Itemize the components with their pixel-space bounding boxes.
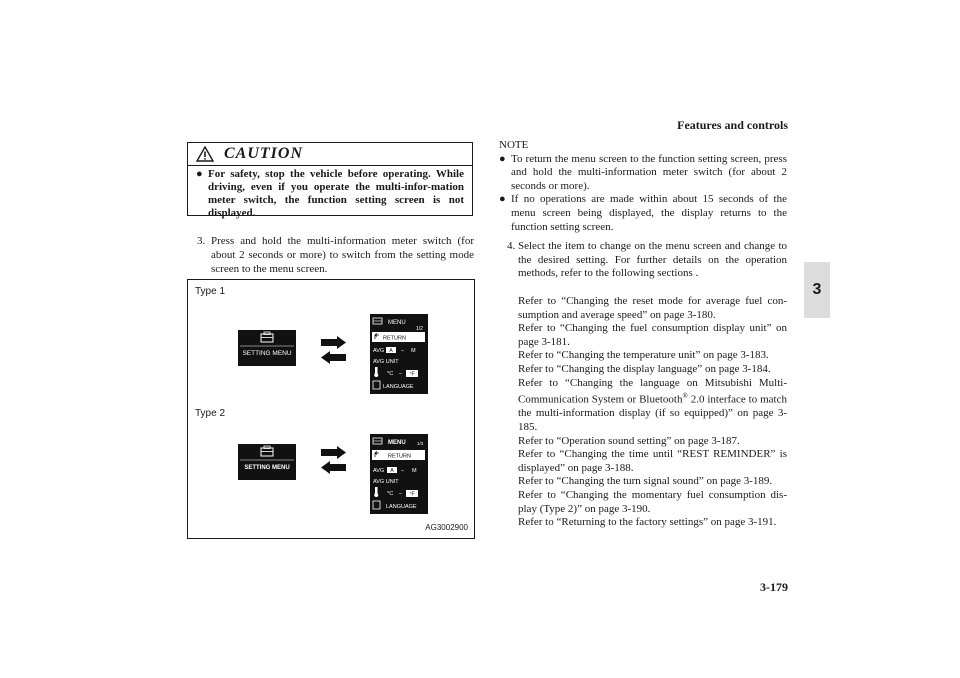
step-3-number: 3. xyxy=(197,235,206,247)
dash-separator: – xyxy=(401,348,405,354)
setting-menu-label: SETTING MENU xyxy=(244,465,290,471)
type-2-setting-menu-screen xyxy=(238,444,296,480)
dash-separator: – xyxy=(399,371,403,377)
celsius-label: °C xyxy=(387,371,394,377)
avg-label: AVG xyxy=(373,348,385,354)
section-title: Features and controls xyxy=(677,118,788,132)
step-4-text: Select the item to change on the menu screen and change to the desired setting. For further details on the operation methods, refer to the following sections . xyxy=(518,240,787,280)
figure-code: AG3002900 xyxy=(425,523,468,532)
warning-triangle-icon xyxy=(196,146,214,162)
fahrenheit-option: °F xyxy=(409,371,415,378)
dash-separator: – xyxy=(401,468,405,474)
type-1-setting-menu-screen xyxy=(238,330,296,366)
caution-text: For safety, stop the vehicle before operating. While driving, even if you operate the multi-infor-mation meter switch, the function setting screen is not displayed. xyxy=(208,168,464,219)
caution-box xyxy=(187,142,473,219)
bullet-icon: ● xyxy=(499,152,506,165)
reference-item: Refer to “Changing the time until “REST REMINDER” is displayed” on page 3-188. xyxy=(518,448,787,474)
reference-item: Refer to “Returning to the factory settings” on page 3-191. xyxy=(518,516,777,529)
avg-mode-value: A xyxy=(389,348,393,354)
step-3-text: Press and hold the multi-information meter switch (for about 2 seconds or more) to switch from the setting mode screen to the menu screen. xyxy=(211,235,474,275)
menu-page-indicator: 1/2 xyxy=(416,326,423,332)
reference-item: Refer to “Changing the display language” on page 3-184. xyxy=(518,362,771,375)
caution-body xyxy=(188,166,472,220)
notes-column xyxy=(499,139,787,530)
reference-item: Refer to “Changing the fuel consumption display unit” on page 3-181. xyxy=(518,322,787,348)
menu-screen-figure xyxy=(187,279,475,539)
type-1-menu-screen xyxy=(370,314,428,394)
chapter-tab: 3 xyxy=(804,262,830,318)
bullet-icon: ● xyxy=(499,193,506,206)
note-bullet-text: To return the menu screen to the function setting screen, press and hold the multi-information meter switch (for about 2 seconds or more). xyxy=(511,152,787,192)
dash-separator: – xyxy=(399,491,403,497)
note-bullet xyxy=(499,153,787,194)
type-2-menu-screen xyxy=(370,434,428,514)
caution-title: CAUTION xyxy=(224,145,304,162)
celsius-label: °C xyxy=(387,491,394,497)
avg-mode-value: A xyxy=(390,468,394,474)
menu-title: MENU xyxy=(388,320,406,326)
fahrenheit-option: °F xyxy=(409,491,415,498)
bullet-icon: ● xyxy=(196,168,203,180)
note-label: NOTE xyxy=(499,139,529,151)
step-4-number: 4. xyxy=(507,240,516,253)
reference-item: Refer to “Changing the temperature unit” on page 3-183. xyxy=(518,349,769,362)
avg-label: AVG xyxy=(373,468,385,474)
language-label: LANGUAGE xyxy=(386,504,417,510)
page-number: 3-179 xyxy=(760,580,788,594)
reference-item: Refer to “Changing the turn signal sound” on page 3-189. xyxy=(518,475,773,488)
arrows-icon xyxy=(321,446,347,474)
m-label: M xyxy=(411,348,416,354)
note-bullet xyxy=(499,193,787,234)
reference-item-bluetooth: Refer to “Changing the language on Mitsubishi Multi-Communication System or Bluetooth® 2.0 interface to match the multi-information display (if so equipped)” on page 3-185. xyxy=(518,376,787,433)
avg-unit-label: AVG UNIT xyxy=(373,479,399,485)
step-4 xyxy=(499,240,787,530)
step-3 xyxy=(197,234,474,276)
m-label: M xyxy=(412,468,417,474)
type-2-label: Type 2 xyxy=(195,408,226,419)
reference-list xyxy=(518,295,787,530)
return-label: RETURN xyxy=(388,453,411,460)
menu-title: MENU xyxy=(388,440,406,446)
language-label: LANGUAGE xyxy=(383,384,414,390)
note-bullet-text: If no operations are made within about 15 seconds of the menu screen being displayed, the display returns to the function setting screen. xyxy=(511,193,787,233)
type-1-label: Type 1 xyxy=(195,286,226,297)
avg-unit-label: AVG UNIT xyxy=(373,359,399,365)
arrows-icon xyxy=(321,336,347,364)
return-label: RETURN xyxy=(383,335,406,342)
reference-item: Refer to “Changing the reset mode for average fuel con-sumption and average speed” on page 3-180. xyxy=(518,294,787,321)
reference-item: Refer to “Changing the momentary fuel consumption dis-play (Type 2)” on page 3-190. xyxy=(518,488,787,515)
setting-menu-label: SETTING MENU xyxy=(242,350,292,357)
menu-page-indicator: 1/3 xyxy=(417,441,424,446)
reference-item: Refer to “Operation sound setting” on page 3-187. xyxy=(518,434,740,447)
caution-header xyxy=(188,143,472,166)
